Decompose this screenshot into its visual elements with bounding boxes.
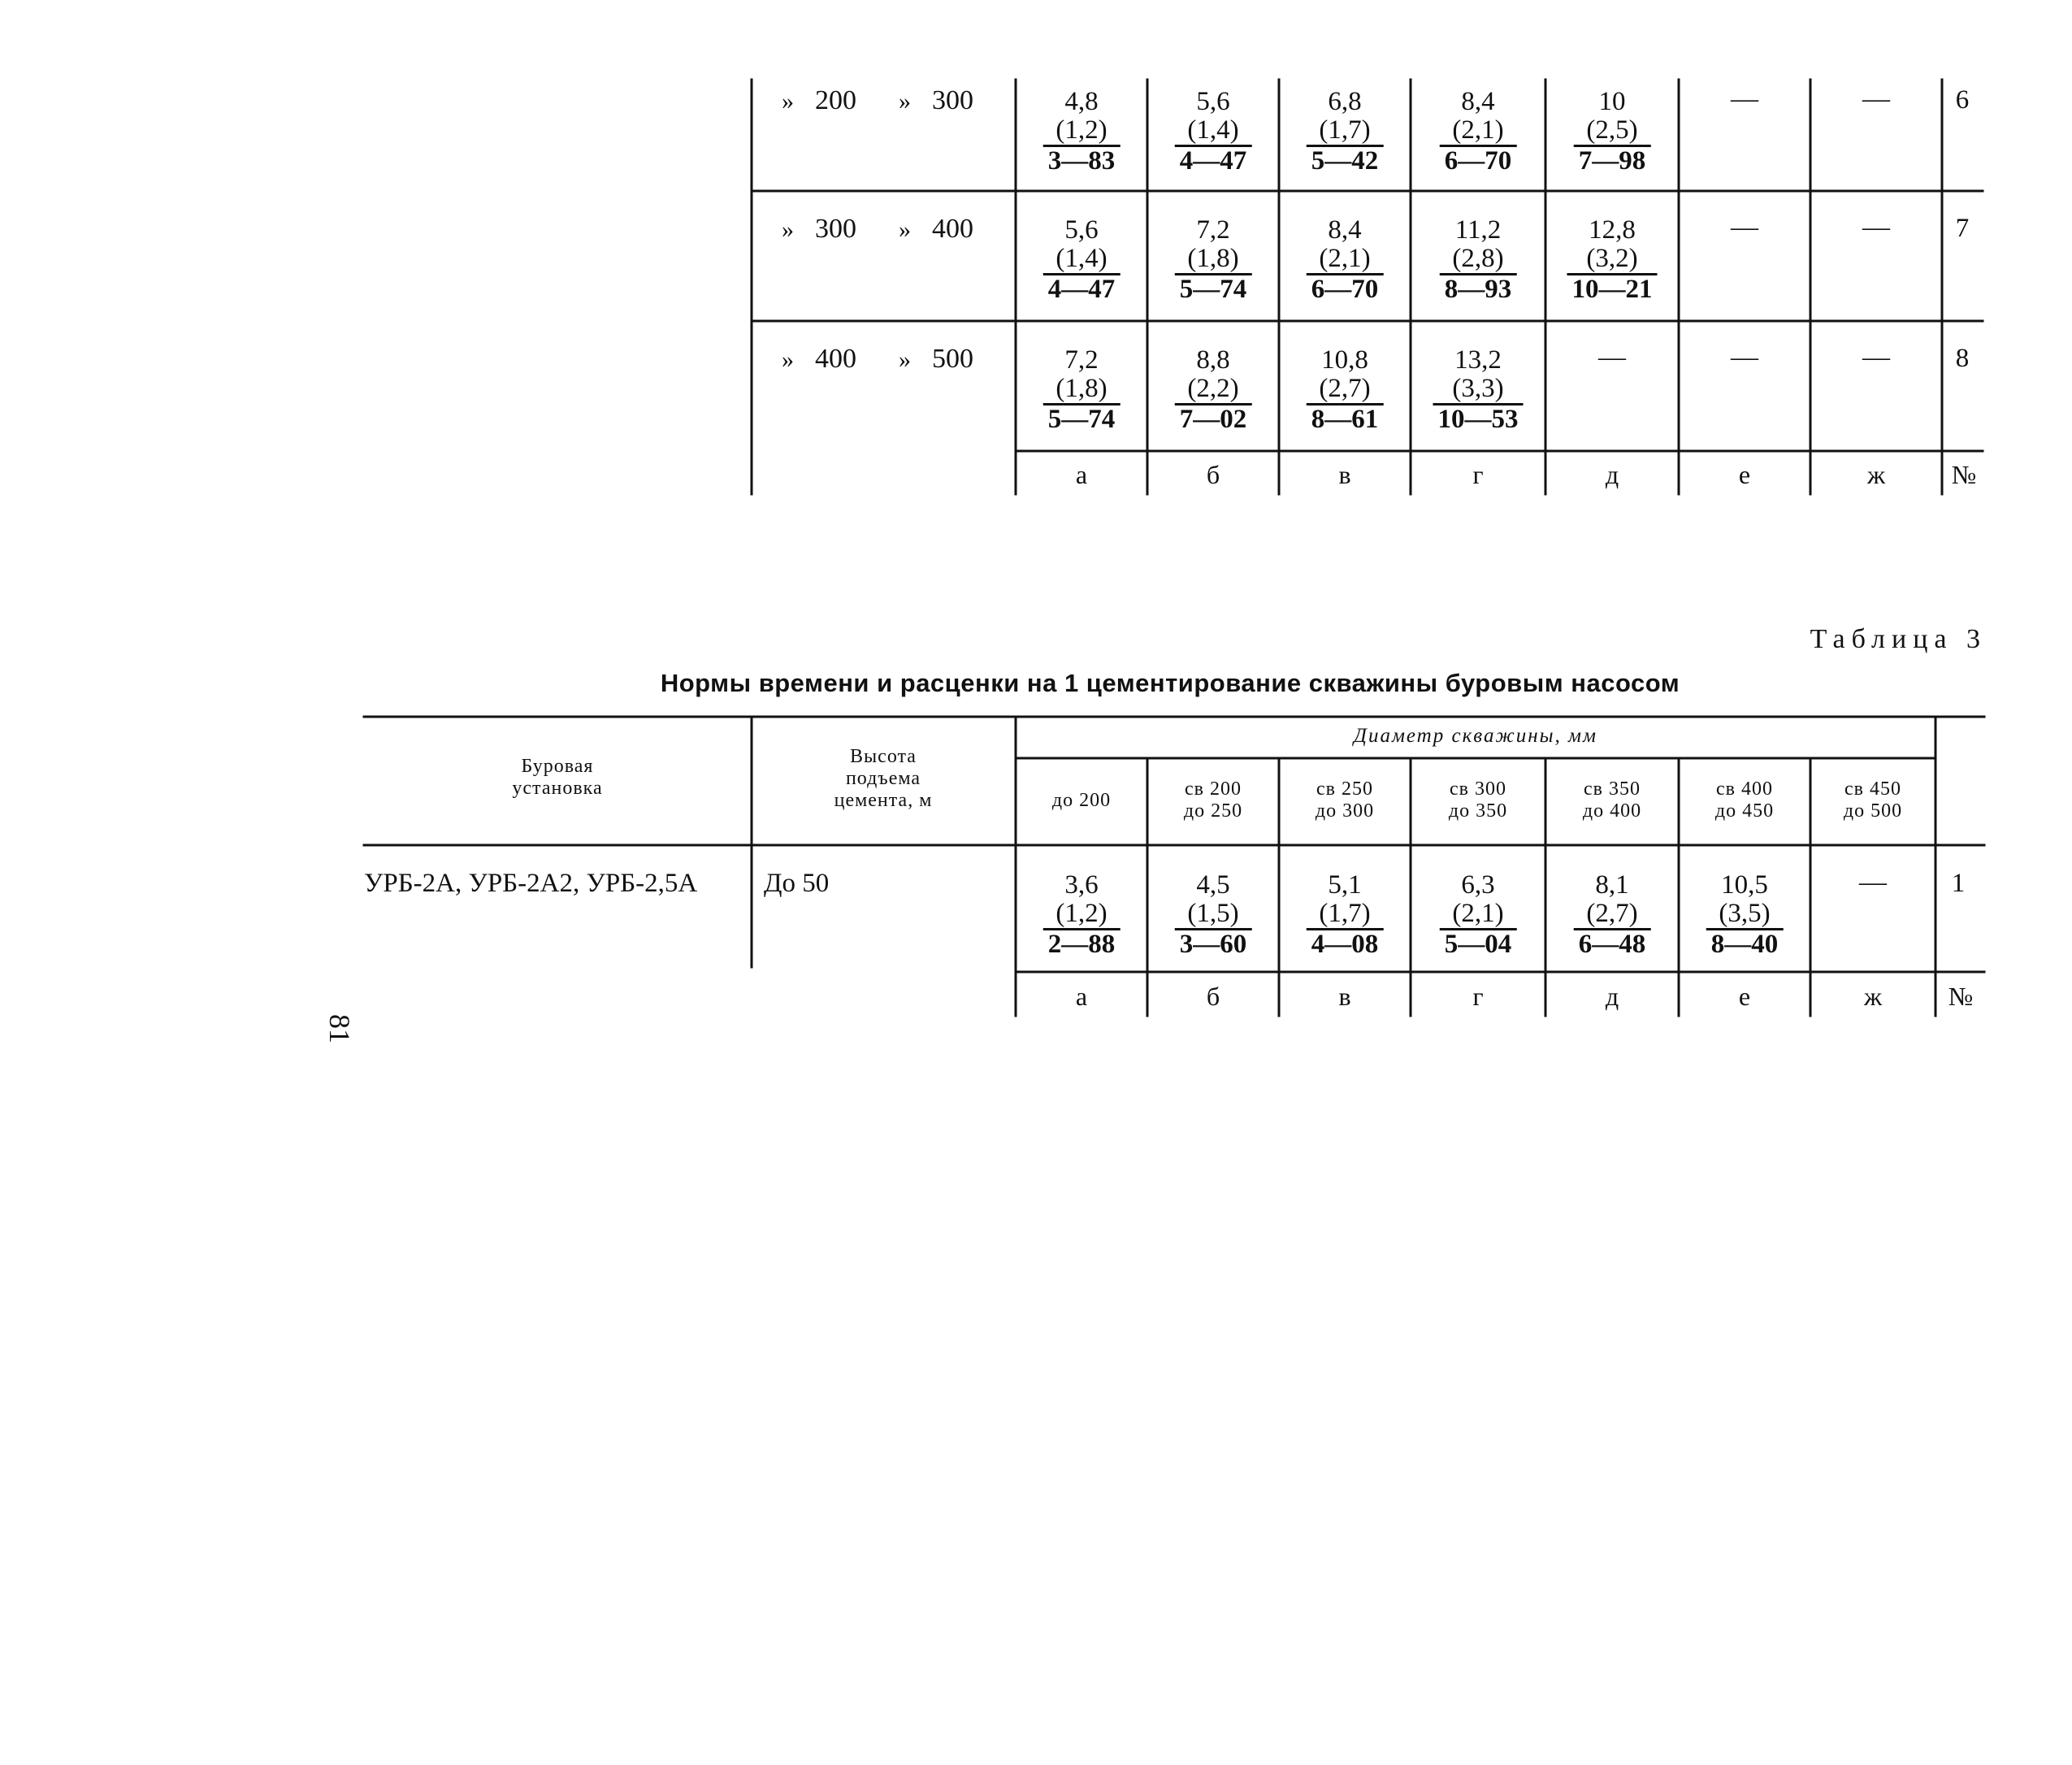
table-caption: Нормы времени и расценки на 1 цементирование скважины буровым насосом bbox=[660, 669, 1680, 697]
page-number: 81 bbox=[323, 1014, 356, 1043]
range-from: 300 bbox=[815, 214, 856, 244]
quote-mark: » bbox=[899, 216, 911, 243]
column-letter: г bbox=[1472, 460, 1484, 489]
column-letter: ж bbox=[1863, 982, 1883, 1011]
norm-cell: 5,6 (1,4) 4—47 bbox=[1043, 216, 1121, 304]
column-letter: а bbox=[1075, 460, 1088, 489]
empty-cell-dash: — bbox=[1862, 84, 1890, 114]
column-letter: б bbox=[1206, 982, 1220, 1011]
norm-cell: 10 (2,5) 7—98 bbox=[1574, 88, 1651, 176]
rig-name: УРБ-2А, УРБ-2А2, УРБ-2,5А bbox=[364, 869, 698, 898]
header-diameter: Диаметр скважины, мм bbox=[1354, 725, 1597, 747]
empty-cell-dash: — bbox=[1862, 212, 1890, 242]
norm-cell: 4,5 (1,5) 3—60 bbox=[1175, 871, 1252, 959]
norm-cell: 6,8 (1,7) 5—42 bbox=[1307, 88, 1384, 176]
norm-cell: 8,1 (2,7) 6—48 bbox=[1574, 871, 1651, 959]
header-range: св 250 до 300 bbox=[1315, 778, 1375, 822]
row-number: 8 bbox=[1955, 344, 1970, 373]
range-from: 400 bbox=[815, 344, 856, 374]
quote-mark: » bbox=[782, 88, 794, 115]
norm-cell: 8,8 (2,2) 7—02 bbox=[1175, 346, 1252, 434]
depth-range bbox=[782, 214, 973, 245]
column-letter: д bbox=[1605, 982, 1619, 1011]
quote-mark: » bbox=[899, 88, 911, 115]
header-range: св 200 до 250 bbox=[1183, 778, 1243, 822]
header-range: св 450 до 500 bbox=[1843, 778, 1903, 822]
norm-cell: 10,8 (2,7) 8—61 bbox=[1307, 346, 1384, 434]
empty-cell-dash: — bbox=[1598, 342, 1626, 372]
norm-cell: 13,2 (3,3) 10—53 bbox=[1433, 346, 1524, 434]
norm-cell: 7,2 (1,8) 5—74 bbox=[1043, 346, 1121, 434]
empty-cell-dash: — bbox=[1731, 342, 1758, 372]
header-rig: Буровая установка bbox=[512, 756, 603, 799]
quote-mark: » bbox=[782, 346, 794, 373]
norm-cell: 7,2 (1,8) 5—74 bbox=[1175, 216, 1252, 304]
header-range: св 400 до 450 bbox=[1714, 778, 1775, 822]
table3-rules bbox=[364, 717, 1984, 1016]
norm-cell: 11,2 (2,8) 8—93 bbox=[1440, 216, 1517, 304]
column-letter: г bbox=[1472, 982, 1484, 1011]
column-letter: № bbox=[1948, 982, 1974, 1011]
range-to: 400 bbox=[932, 214, 973, 244]
cement-height: До 50 bbox=[764, 869, 830, 898]
header-range: св 350 до 400 bbox=[1582, 778, 1642, 822]
range-from: 200 bbox=[815, 85, 856, 115]
norm-cell: 8,4 (2,1) 6—70 bbox=[1307, 216, 1384, 304]
norm-cell: 3,6 (1,2) 2—88 bbox=[1043, 871, 1121, 959]
column-letter: д bbox=[1605, 460, 1619, 489]
column-letter: а bbox=[1075, 982, 1088, 1011]
header-range: до 200 bbox=[1051, 790, 1112, 811]
quote-mark: » bbox=[899, 346, 911, 373]
header-cement-height: Высота подъема цемента, м bbox=[834, 746, 933, 811]
column-letter: в bbox=[1338, 982, 1351, 1011]
column-letter: е bbox=[1738, 460, 1751, 489]
depth-range bbox=[782, 344, 973, 375]
column-letter: № bbox=[1951, 460, 1977, 489]
row-number: 1 bbox=[1951, 869, 1966, 898]
depth-range bbox=[782, 85, 973, 116]
norm-cell: 6,3 (2,1) 5—04 bbox=[1440, 871, 1517, 959]
empty-cell-dash: — bbox=[1731, 212, 1758, 242]
range-to: 500 bbox=[932, 344, 973, 374]
norm-cell: 4,8 (1,2) 3—83 bbox=[1043, 88, 1121, 176]
row-number: 7 bbox=[1955, 214, 1970, 243]
empty-cell-dash: — bbox=[1859, 867, 1887, 897]
column-letter: б bbox=[1206, 460, 1220, 489]
norm-cell: 5,1 (1,7) 4—08 bbox=[1307, 871, 1384, 959]
column-letter: е bbox=[1738, 982, 1751, 1011]
norm-cell: 5,6 (1,4) 4—47 bbox=[1175, 88, 1252, 176]
table-label: Таблица 3 bbox=[1810, 624, 1987, 654]
norm-cell: 8,4 (2,1) 6—70 bbox=[1440, 88, 1517, 176]
norm-cell: 12,8 (3,2) 10—21 bbox=[1567, 216, 1658, 304]
header-range: св 300 до 350 bbox=[1448, 778, 1508, 822]
quote-mark: » bbox=[782, 216, 794, 243]
norm-cell: 10,5 (3,5) 8—40 bbox=[1706, 871, 1784, 959]
empty-cell-dash: — bbox=[1862, 342, 1890, 372]
row-number: 6 bbox=[1955, 85, 1970, 115]
range-to: 300 bbox=[932, 85, 973, 115]
column-letter: ж bbox=[1866, 460, 1886, 489]
column-letter: в bbox=[1338, 460, 1351, 489]
empty-cell-dash: — bbox=[1731, 84, 1758, 114]
